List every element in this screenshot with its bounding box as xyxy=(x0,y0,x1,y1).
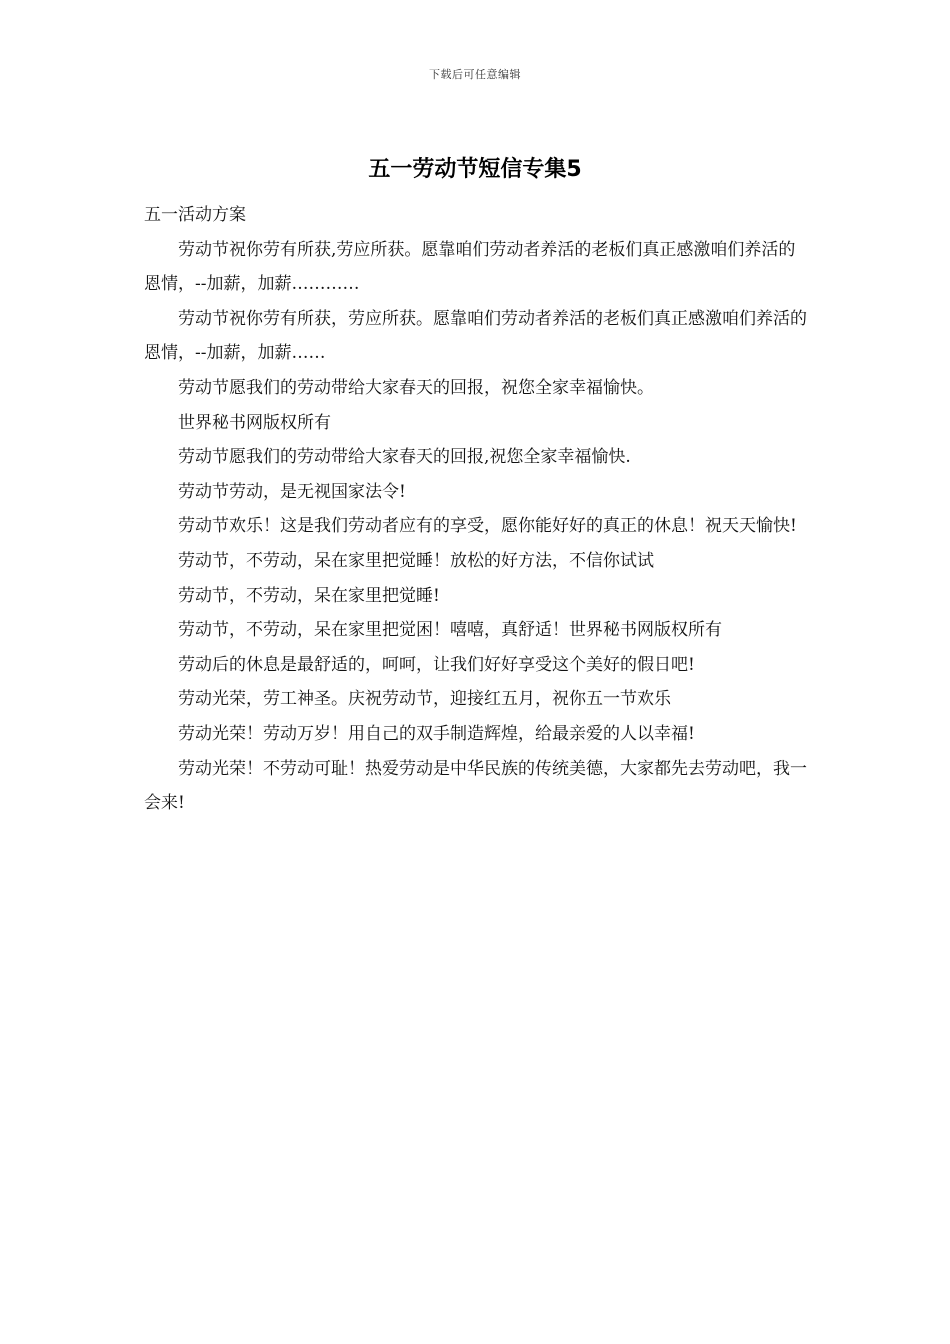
paragraph: 劳动节祝你劳有所获，劳应所获。愿靠咱们劳动者养活的老板们真正感激咱们养活的恩情，--加薪，加薪…… xyxy=(144,308,807,364)
paragraph: 劳动光荣！不劳动可耻！热爱劳动是中华民族的传统美德，大家都先去劳动吧，我一会来! xyxy=(144,758,807,814)
page-header: 下载后可任意编辑 xyxy=(429,68,521,81)
paragraph: 劳动节，不劳动，呆在家里把觉困！嘻嘻，真舒适！世界秘书网版权所有 xyxy=(178,620,722,641)
paragraph: 劳动光荣，劳工神圣。庆祝劳动节，迎接红五月，祝你五一节欢乐 xyxy=(178,689,671,710)
paragraph: 劳动节，不劳动，呆在家里把觉睡！放松的好方法，不信你试试 xyxy=(178,550,654,571)
paragraph: 劳动节劳动，是无视国家法令! xyxy=(178,481,406,502)
paragraph: 劳动节欢乐！这是我们劳动者应有的享受，愿你能好好的真正的休息！祝天天愉快! xyxy=(178,516,797,537)
document-body xyxy=(144,198,810,821)
paragraph: 劳动节愿我们的劳动带给大家春天的回报,祝您全家幸福愉快. xyxy=(178,447,631,468)
paragraph: 劳动节，不劳动，呆在家里把觉睡! xyxy=(178,585,440,606)
paragraph: 劳动节愿我们的劳动带给大家春天的回报，祝您全家幸福愉快。 xyxy=(178,377,654,398)
paragraph: 劳动节祝你劳有所获,劳应所获。愿靠咱们劳动者养活的老板们真正感激咱们养活的恩情，--加薪，加薪………… xyxy=(144,239,796,295)
section-heading: 五一活动方案 xyxy=(144,205,246,225)
paragraph: 劳动后的休息是最舒适的，呵呵，让我们好好享受这个美好的假日吧! xyxy=(178,654,695,675)
paragraph: 劳动光荣！劳动万岁！用自己的双手制造辉煌，给最亲爱的人以幸福! xyxy=(178,723,695,744)
paragraph: 世界秘书网版权所有 xyxy=(178,412,331,433)
document-title: 五一劳动节短信专集5 xyxy=(368,157,582,182)
